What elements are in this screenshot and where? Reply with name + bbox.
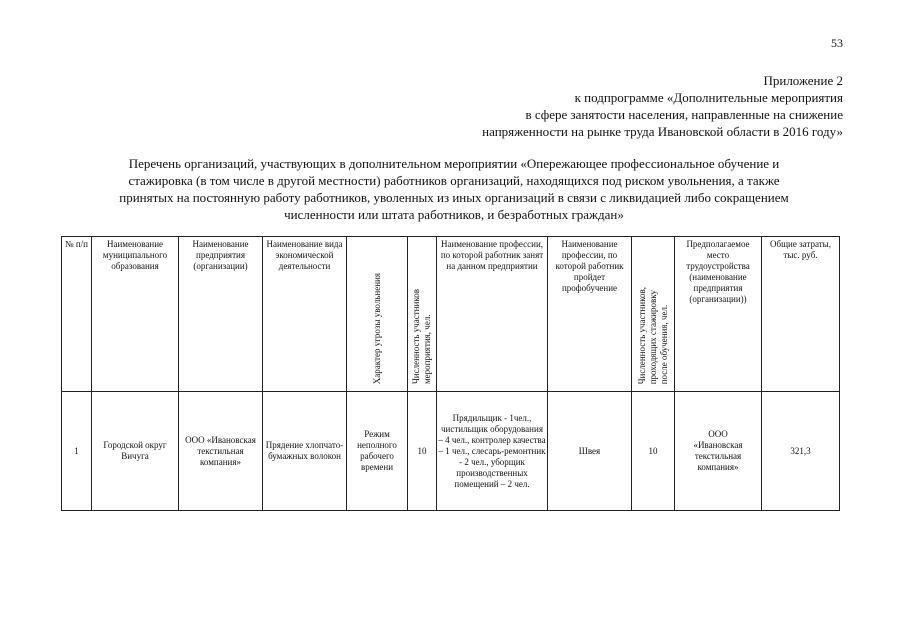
- cell-employment-place: [675, 392, 762, 511]
- heading-line: численности или штата работников, и безработных граждан»: [284, 207, 624, 222]
- heading-line: Перечень организаций, участвующих в дополнительном мероприятии «Опережающее профессиональное обучение и: [128, 156, 780, 171]
- table-row: [62, 392, 840, 511]
- header-headcount-line: Численность участников: [411, 288, 421, 384]
- header-headcount: [408, 237, 437, 392]
- appendix-line: напряженности на рынке труда Ивановской области в 2016 году»: [482, 124, 843, 139]
- cell-num: 1: [62, 392, 92, 511]
- document-heading: [62, 155, 846, 223]
- organizations-table: [61, 236, 840, 511]
- header-threat-text: Характер угрозы увольнения: [371, 272, 382, 384]
- header-enterprise: Наименование предприятия (организации): [179, 237, 263, 392]
- header-internship-line: проходящих стажировку: [647, 289, 658, 384]
- appendix-block: [482, 72, 843, 140]
- cell-headcount: 10: [408, 392, 437, 511]
- cell-employment-place-line: «Ивановская текстильная компания»: [693, 440, 743, 472]
- cell-activity: Прядение хлопчато-бумажных волокон: [263, 392, 347, 511]
- cell-municipality: Городской округ Вичуга: [92, 392, 179, 511]
- header-current-profession: Наименование профессии, по которой работник занят на данном предприятии: [437, 237, 548, 392]
- header-threat: [347, 237, 408, 392]
- header-training-profession: Наименование профессии, по которой работник пройдет профобучение: [548, 237, 632, 392]
- heading-line: принятых на постоянную работу работников, уволенных из иных организаций в связи с ликвидацией либо сокращением: [119, 190, 789, 205]
- cell-total-cost: 321,3: [762, 392, 840, 511]
- header-internship-text: [637, 287, 670, 384]
- header-internship-line: Численность участников,: [636, 286, 647, 384]
- table-header-row: [62, 237, 840, 392]
- page-number: 53: [831, 36, 843, 50]
- cell-current-profession: Прядильщик - 1чел., чистильщик оборудования – 4 чел., контролер качества – 1 чел., слесарь-ремонтник - 2 чел., уборщик производственных помещений – 2 чел.: [437, 392, 548, 511]
- cell-employment-place-line: ООО: [708, 429, 728, 439]
- cell-enterprise: ООО «Ивановская текстильная компания»: [179, 392, 263, 511]
- appendix-line: к подпрограмме «Дополнительные мероприятия: [574, 90, 843, 105]
- header-headcount-line: мероприятия, чел.: [422, 314, 432, 384]
- header-municipality: Наименование муниципального образования: [92, 237, 179, 392]
- header-num: № п/п: [62, 237, 92, 392]
- header-internship-line: после обучения, чел.: [658, 304, 669, 384]
- header-headcount-text: [411, 289, 433, 384]
- header-total-cost: Общие затраты, тыс. руб.: [762, 237, 840, 392]
- header-employment-place: Предполагаемое место трудоустройства (наименование предприятия (организации)): [675, 237, 762, 392]
- cell-training-profession: Швея: [548, 392, 632, 511]
- header-internship-headcount: [632, 237, 675, 392]
- header-activity: Наименование вида экономической деятельности: [263, 237, 347, 392]
- cell-threat: Режим неполного рабочего времени: [347, 392, 408, 511]
- appendix-line: в сфере занятости населения, направленные на снижение: [525, 107, 843, 122]
- cell-internship-headcount: 10: [632, 392, 675, 511]
- heading-line: стажировка (в том числе в другой местности) работников организаций, находящихся под риском увольнения, а также: [128, 173, 780, 188]
- appendix-line: Приложение 2: [763, 73, 843, 88]
